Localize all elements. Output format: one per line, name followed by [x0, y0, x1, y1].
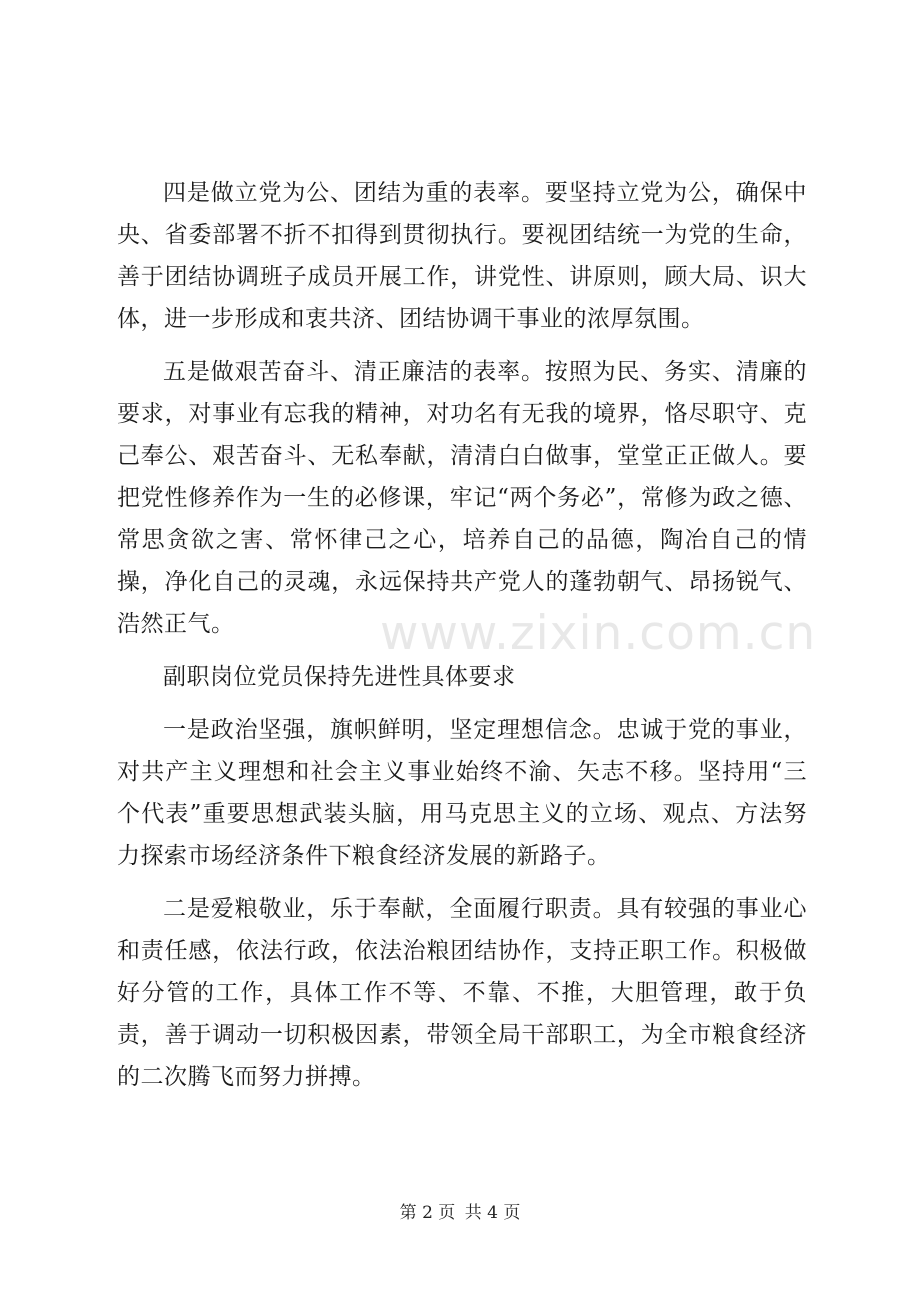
page-number: 第 2 页 — [399, 1203, 456, 1223]
paragraph-2-dedication: 二是爱粮敬业，乐于奉献，全面履行职责。具有较强的事业心和责任感，依法行政，依法治粮团结协作，支持正职工作。积极做好分管的工作，具体工作不等、不靠、不推，大胆管理，敢于负责，善于调动一切积极因素，带领全局干部职工，为全市粮食经济的二次腾飞而努力拼搏。 — [117, 896, 807, 1090]
section-heading: 副职岗位党员保持先进性具体要求 — [163, 664, 516, 690]
paragraph-1-political: 一是政治坚强，旗帜鲜明，坚定理想信念。忠诚于党的事业，对共产主义理想和社会主义事业始终不渝、矢志不移。坚持用“三个代表”重要思想武装头脑，用马克思主义的立场、观点、方法努力探索市场经济条件下粮食经济发展的新路子。 — [117, 717, 807, 869]
watermark-text: www.zixin.com.cn — [380, 606, 817, 661]
paragraph-4-exemplar-unity: 四是做立党为公、团结为重的表率。要坚持立党为公，确保中央、省委部署不折不扣得到贯彻执行。要视团结统一为党的生命，善于团结协调班子成员开展工作，讲党性、讲原则，顾大局、识大体，进一步形成和衷共济、团结协调干事业的浓厚氛围。 — [117, 180, 807, 332]
total-pages: 共 4 页 — [464, 1203, 521, 1223]
page-footer — [0, 1198, 920, 1223]
paragraph-5-exemplar-integrity: 五是做艰苦奋斗、清正廉洁的表率。按照为民、务实、清廉的要求，对事业有忘我的精神，对功名有无我的境界，恪尽职守、克己奉公、艰苦奋斗、无私奉献，清清白白做事，堂堂正正做人。要把党性修养作为一生的必修课，牢记“两个务必”，常修为政之德、常思贪欲之害、常怀律己之心，培养自己的品德，陶冶自己的情操，净化自己的灵魂，永远保持共产党人的蓬勃朝气、昂扬锐气、浩然正气。 — [117, 359, 807, 637]
